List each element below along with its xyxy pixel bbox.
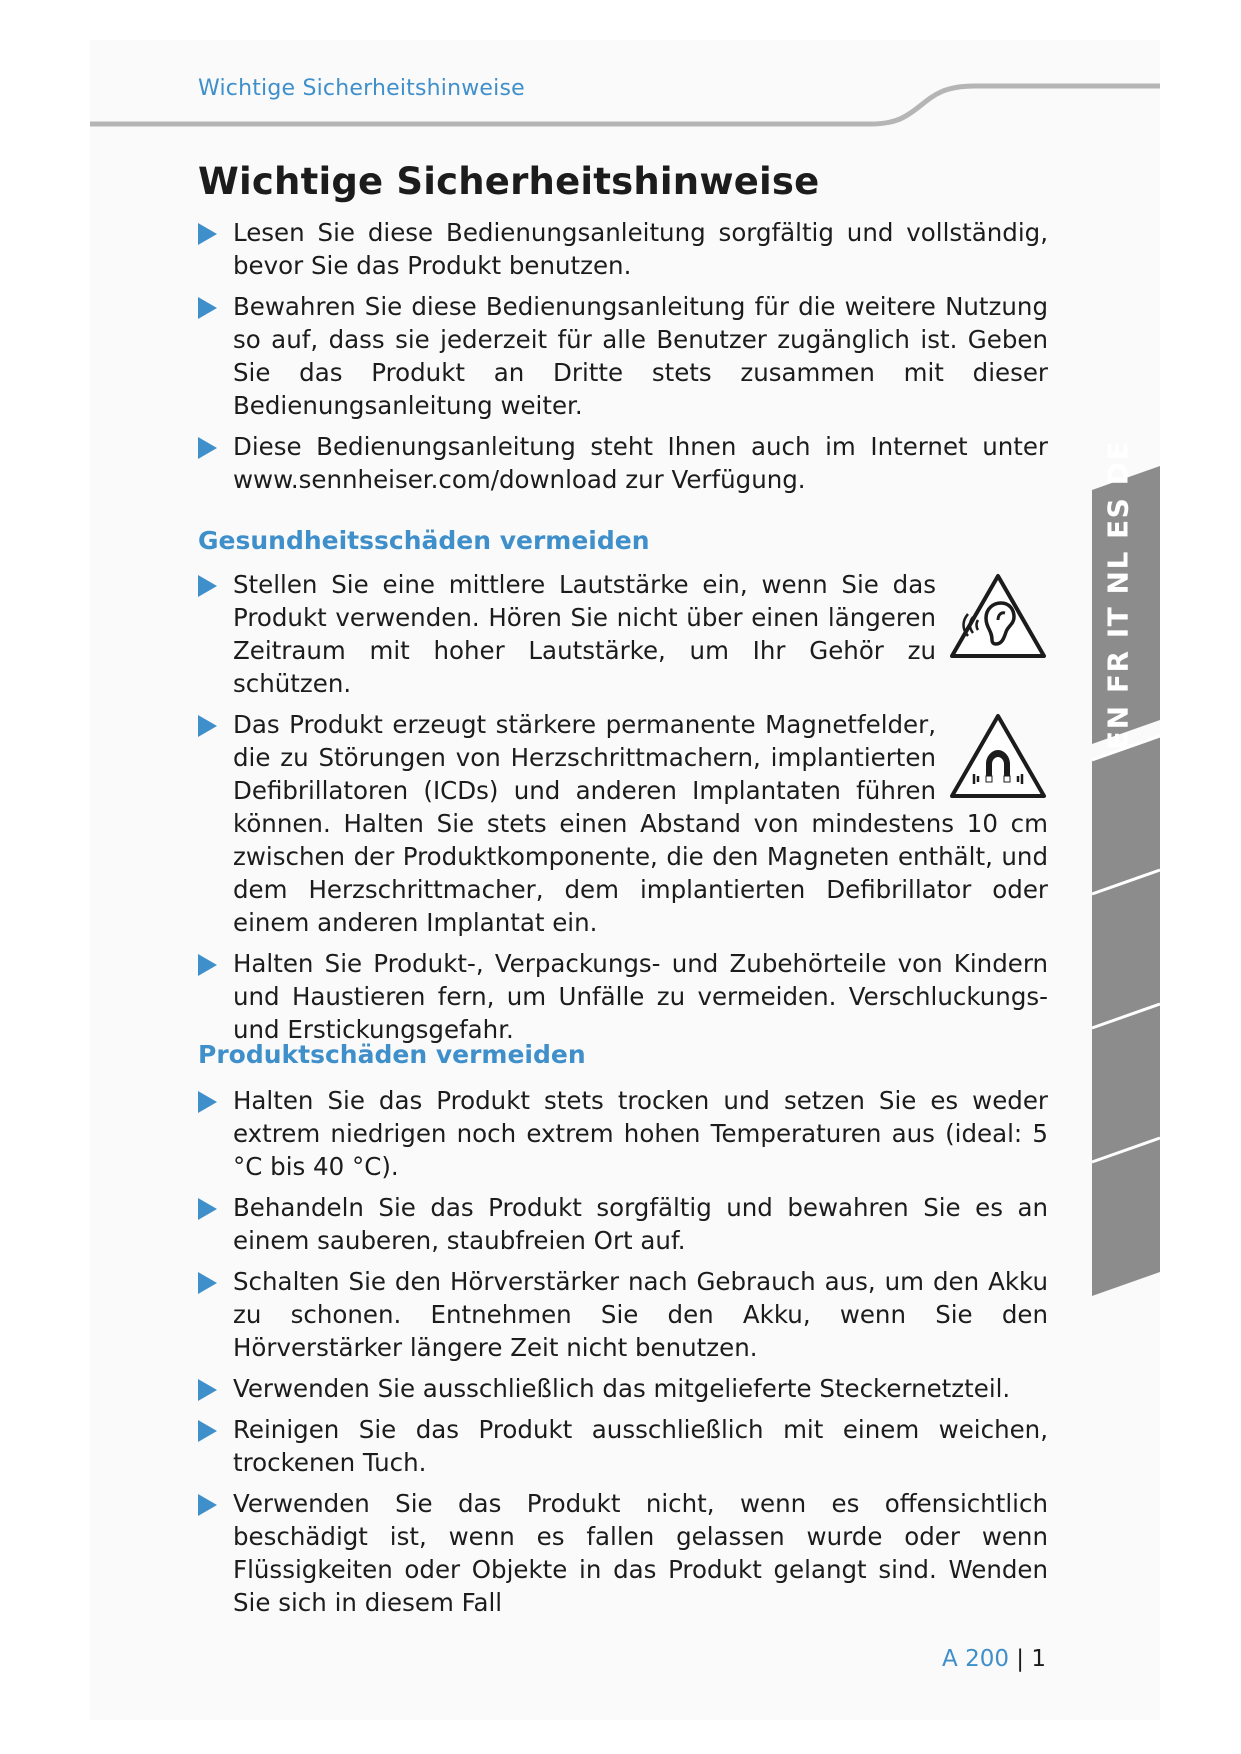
list-item: Halten Sie das Produkt stets trocken und setzen Sie es weder extrem niedrigen noch extrem hohen Temperaturen aus (ideal: 5 °C bis 40 °C).	[198, 1084, 1048, 1183]
page-number: 1	[1031, 1646, 1046, 1672]
list-item: Halten Sie Produkt-, Verpackungs- und Zubehörteile von Kindern und Haustieren fern, um Unfälle zu vermeiden. Verschluckungs- und Erstickungsgefahr.	[198, 947, 1048, 1046]
side-tab	[1092, 1138, 1160, 1296]
list-item: Schalten Sie den Hörverstärker nach Gebrauch aus, um den Akku zu schonen. Entnehmen Sie den Akku, wenn Sie den Hörverstärker längere Zeit nicht benutzen.	[198, 1265, 1048, 1364]
language-tab-label: EN FR IT NL ES DE	[1101, 440, 1135, 750]
list-item: Lesen Sie diese Bedienungsanleitung sorgfältig und vollständig, bevor Sie das Produkt benutzen.	[198, 216, 1048, 282]
section-heading-product: Produktschäden vermeiden	[198, 1040, 586, 1069]
list-item: Verwenden Sie ausschließlich das mitgelieferte Steckernetzteil.	[198, 1372, 1048, 1405]
model-name: A 200	[942, 1646, 1009, 1672]
side-tab	[1092, 736, 1160, 894]
side-tab	[1092, 870, 1160, 1028]
list-item: Diese Bedienungsanleitung steht Ihnen auch im Internet unter www.sennheiser.com/download zur Verfügung.	[198, 430, 1048, 496]
running-header: Wichtige Sicherheitshinweise	[198, 76, 525, 101]
footer-separator: |	[1016, 1646, 1025, 1672]
section-heading-health: Gesundheitsschäden vermeiden	[198, 526, 650, 555]
list-item: Bewahren Sie diese Bedienungsanleitung für die weitere Nutzung so auf, dass sie jederzeit für alle Benutzer zugänglich ist. Geben Sie das Produkt an Dritte stets zusammen mit dieser Bedienungsanleitung weiter.	[198, 290, 1048, 422]
list-item: Stellen Sie eine mittlere Lautstärke ein, wenn Sie das Produkt verwenden. Hören Sie nicht über einen längeren Zeitraum mit hoher Lautstärke, um Ihr Gehör zu schützen.	[198, 568, 1048, 700]
list-item: Verwenden Sie das Produkt nicht, wenn es offensichtlich beschädigt ist, wenn es fallen gelassen wurde oder wenn Flüssigkeiten oder Objekte in das Produkt gelangt sind. Wenden Sie sich in diesem Fall	[198, 1487, 1048, 1619]
page-title: Wichtige Sicherheitshinweise	[198, 160, 820, 203]
list-item: Das Produkt erzeugt stärkere permanente Magnetfelder, die zu Störungen von Herzschrittmachern, implantierten Defibrillatoren (ICDs) und anderen Implantaten führen können. Halten Sie stets einen Abstand von mindestens 10 cm zwischen der Produktkomponente, die den Magneten enthält, und dem Herzschrittmacher, dem implantierten Defibrillator oder einem anderen Implantat ein.	[198, 708, 1048, 939]
side-tab	[1092, 1004, 1160, 1162]
list-item: Reinigen Sie das Produkt ausschließlich mit einem weichen, trockenen Tuch.	[198, 1413, 1048, 1479]
list-item: Behandeln Sie das Produkt sorgfältig und bewahren Sie es an einem sauberen, staubfreien Ort auf.	[198, 1191, 1048, 1257]
page-footer	[942, 1646, 1046, 1672]
